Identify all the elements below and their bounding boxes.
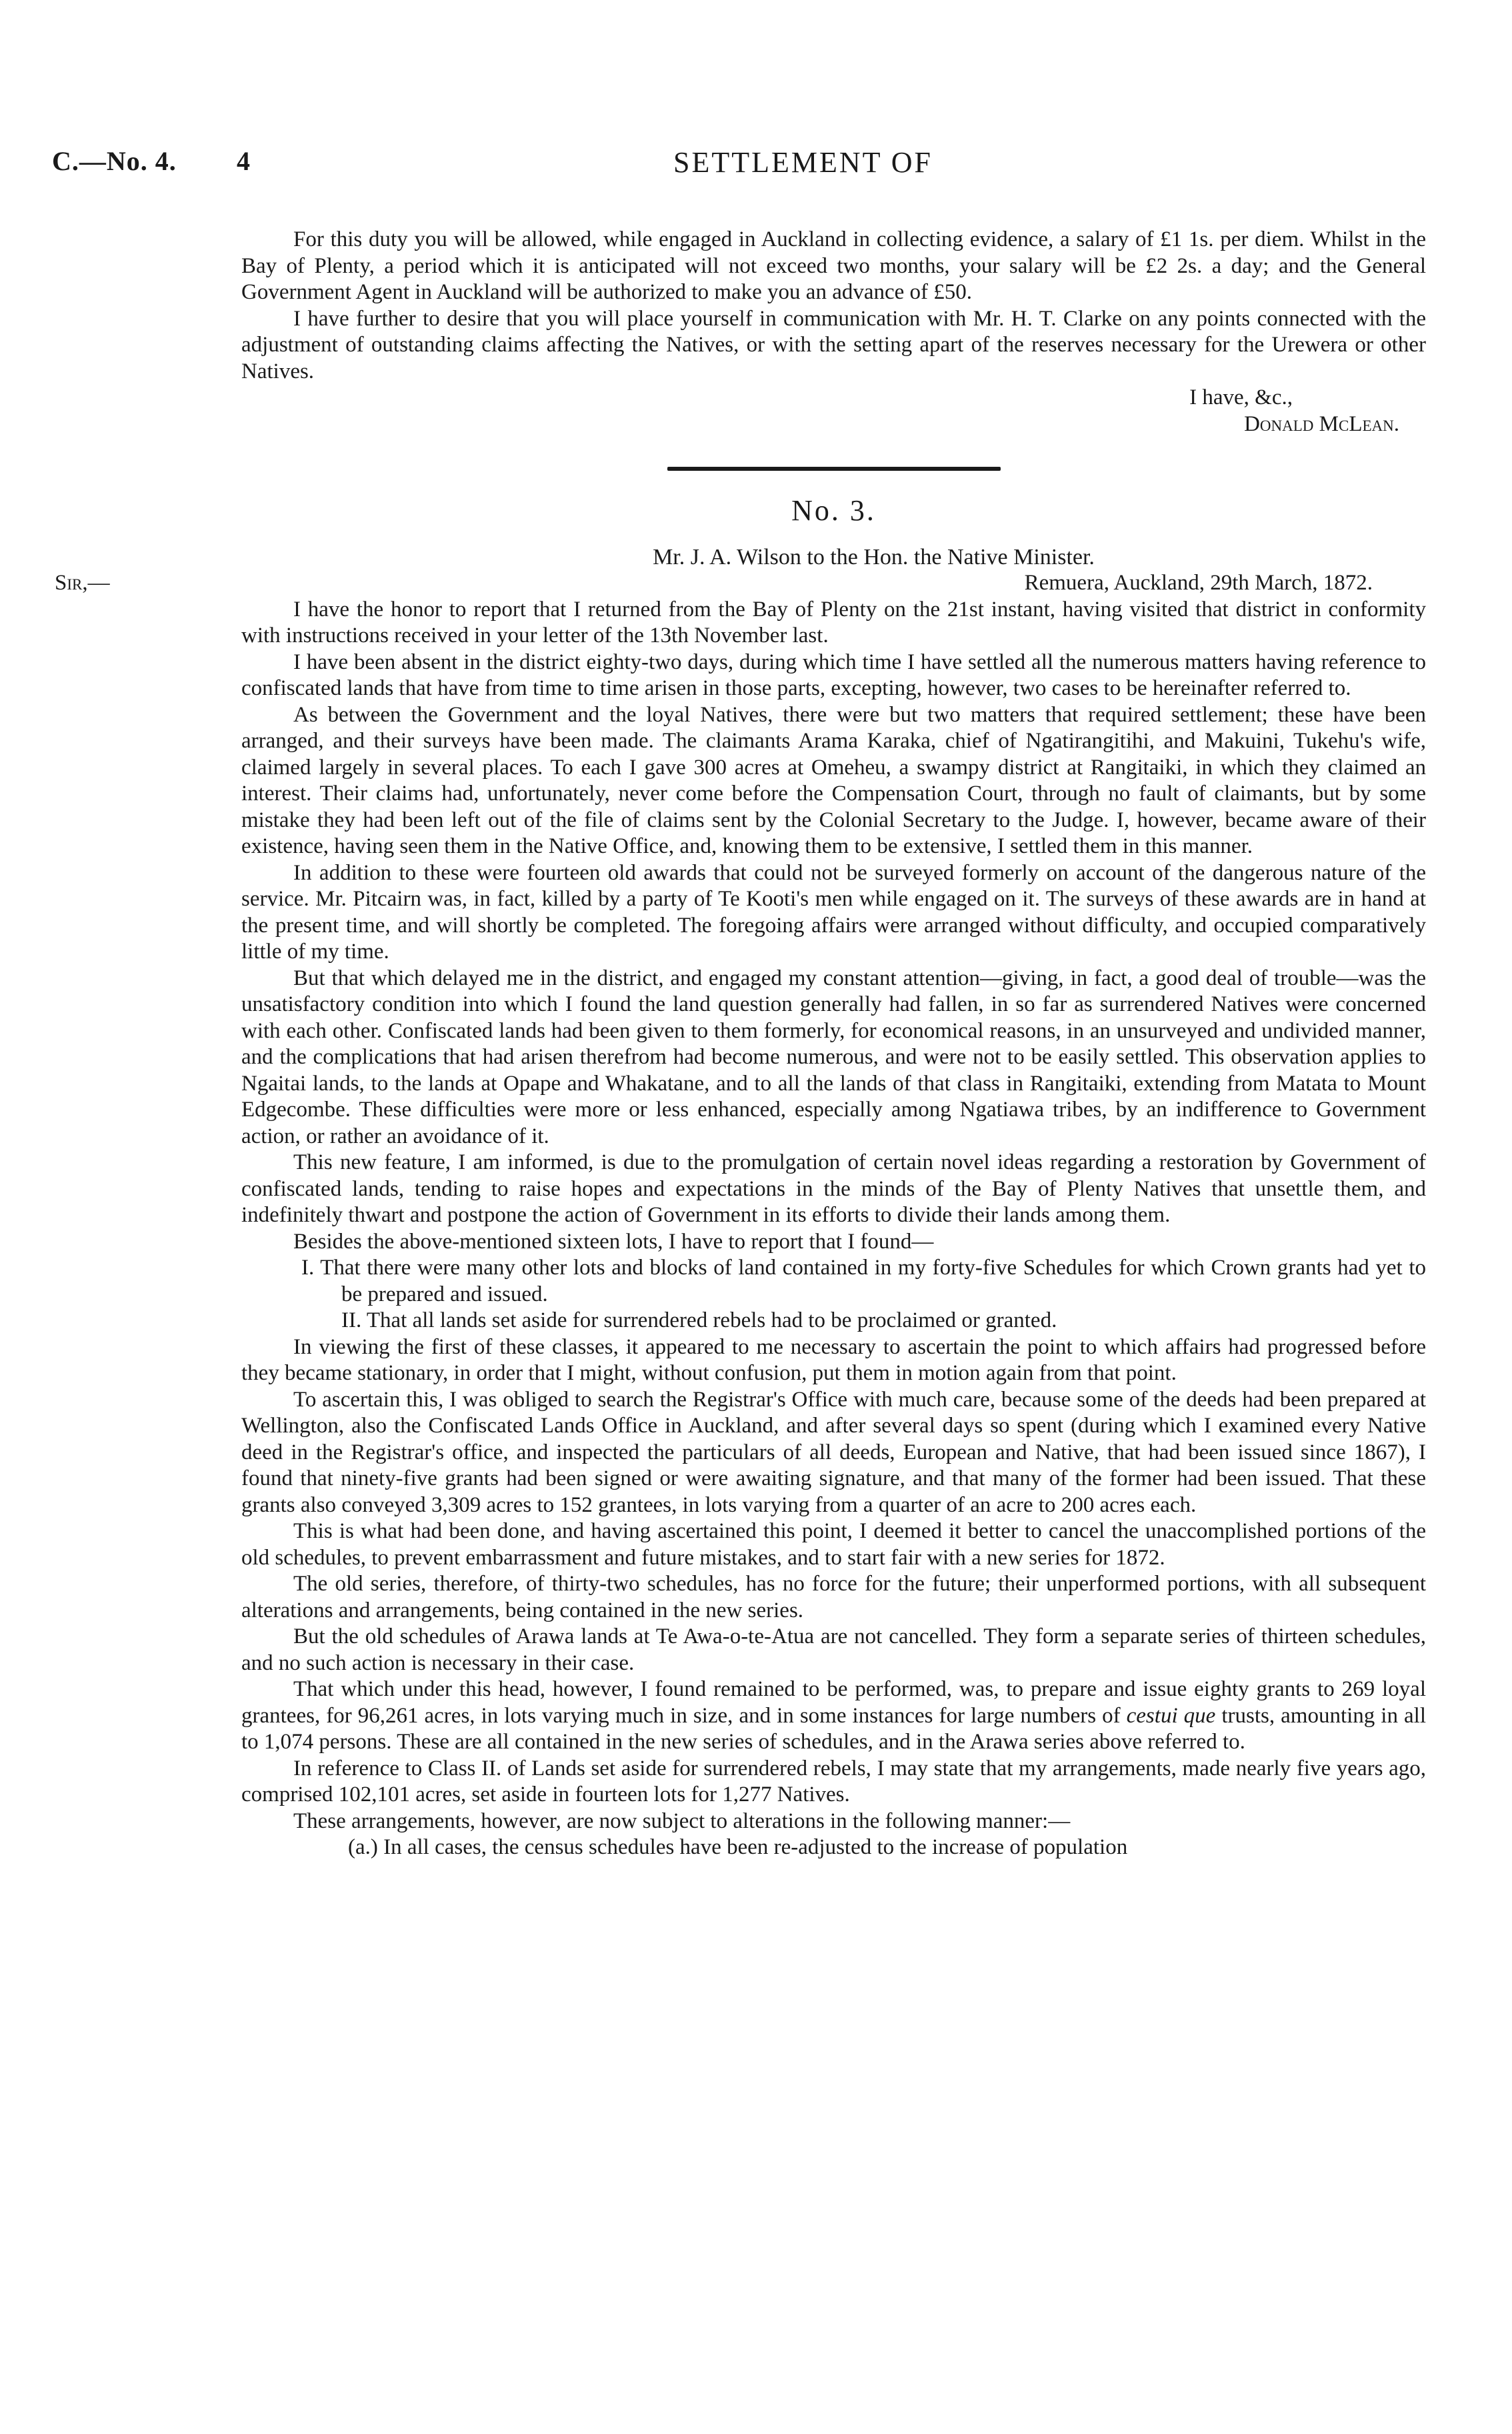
letter-paragraph: In addition to these were fourteen old awards that could not be surveyed formerly on account of the dangerous nature of the service. Mr. Pitcairn was, in fact, killed by a party of Te Kooti's men while engaged on it. The surveys of these awards are in hand at the present time, and will shortly be completed. The foregoing affairs were arranged without difficulty, and occupied comparatively little of my time. — [241, 860, 1426, 964]
letter-signature: Donald McLean. — [1244, 411, 1399, 436]
letter-closing: I have, &c., — [1189, 385, 1293, 409]
letter-paragraph: I have been absent in the district eighty-two days, during which time I have settled all the numerous matters having reference to confiscated lands that have from time to time arisen in those parts, excepting, however, two cases to be hereinafter referred to. — [241, 650, 1426, 700]
letter-paragraph: The old series, therefore, of thirty-two schedules, has no force for the future; their unperformed portions, with all subsequent alterations and arrangements, being contained in the new series. — [241, 1572, 1426, 1622]
letter-paragraph: Besides the above-mentioned sixteen lots, I have to report that I found— — [293, 1229, 934, 1254]
letter-paragraph: I have the honor to report that I returned from the Bay of Plenty on the 21st instant, having visited that district in conformity with instructions received in your letter of the 13th November last. — [241, 597, 1426, 648]
paragraph-text: trusts, amounting in all to 1,074 persons. These are all contained in the new series of schedules, and in the Arawa series above referred to. — [241, 1703, 1426, 1754]
letter-paragraph: In viewing the first of these classes, it appeared to me necessary to ascertain the point to which affairs had progressed before they became stationary, in order that I might, without confusion, put them in motion again from that point. — [241, 1334, 1426, 1385]
letter-number: No. 3. — [791, 494, 876, 527]
paper-reference: C.—No. 4. — [52, 146, 177, 176]
latin-term: cestui que — [1126, 1703, 1216, 1728]
running-title: SETTLEMENT OF — [673, 146, 933, 179]
letter-paragraph: In reference to Class II. of Lands set aside for surrendered rebels, I may state that my arrangements, made nearly five years ago, comprised 102,101 acres, set aside in fourteen lots for 1,277 Natives. — [241, 1756, 1426, 1806]
document-body — [55, 227, 1426, 1861]
letter-paragraph: These arrangements, however, are now subject to alterations in the following manner:— — [293, 1808, 1071, 1833]
paragraph-text: That which under this head, however, I found remained to be performed, was, to prepare and issue eighty grants to 269 loyal grantees, for 96,261 acres, in lots varying much in size, and in some instances for large numbers of — [241, 1677, 1426, 1728]
letter-paragraph: As between the Government and the loyal Natives, there were but two matters that required settlement; these have been arranged, and their surveys have been made. The claimants Arama Karaka, chief of Ngatirangitihi, and Makuini, Tukehu's wife, claimed largely in several places. To each I gave 300 acres at Omeheu, a swampy district at Rangitaiki, in which they claimed an interest. Their claims had, unfortunately, never come before the Compensation Court, through no fault of claimants, but by some mistake they had been left out of the file of claims sent by the Colonial Secretary to the Judge. I, however, became aware of their existence, having seen them in the Native Office, and, knowing them to be extensive, I settled them in this manner. — [241, 702, 1426, 858]
place-date: Remuera, Auckland, 29th March, 1872. — [1024, 571, 1373, 595]
letter-paragraph: But the old schedules of Arawa lands at Te Awa-o-te-Atua are not cancelled. They form a separate series of thirteen schedules, and no such action is necessary in their case. — [241, 1624, 1426, 1675]
list-item: II. That all lands set aside for surrendered rebels had to be proclaimed or granted. — [341, 1308, 1057, 1332]
letter-paragraph: This is what had been done, and having ascertained this point, I deemed it better to cancel the unaccomplished portions of the old schedules, to prevent embarrassment and future mistakes, and to start fair with a new series for 1872. — [241, 1519, 1426, 1570]
salutation-row — [55, 570, 1426, 597]
letter-from-to: Mr. J. A. Wilson to the Hon. the Native Minister. — [653, 544, 1095, 569]
prev-letter-paragraph: I have further to desire that you will place yourself in communication with Mr. H. T. Clarke on any points connected with the adjustment of outstanding claims affecting the Natives, or with the setting apart of the reserves necessary for the Urewera or other Natives. — [241, 306, 1426, 383]
page-number: 4 — [237, 146, 251, 176]
sub-item: (a.) In all cases, the census schedules have been re-adjusted to the increase of population — [348, 1835, 1128, 1859]
list-item: I. That there were many other lots and blocks of land contained in my forty-five Schedules for which Crown grants had yet to be prepared and issued. — [301, 1256, 1426, 1306]
letter-paragraph: But that which delayed me in the district, and engaged my constant attention—giving, in fact, a good deal of trouble—was the unsatisfactory condition into which I found the land question generally had fallen, in so far as surrendered Natives were concerned with each other. Confiscated lands had been given to them formerly, for economical reasons, in an unsurveyed and undivided manner, and the complications that had arisen therefrom had become numerous, and were not to be easily settled. This observation applies to Ngaitai lands, to the lands at Opape and Whakatane, and to all the lands of that class in Rangitaiki, extending from Matata to Mount Edgecombe. These difficulties were more or less enhanced, especially among Ngatiawa tribes, by an indifference to Government action, or rather an avoidance of it. — [241, 966, 1426, 1148]
letter-paragraph: To ascertain this, I was obliged to search the Registrar's Office with much care, because some of the deeds had been prepared at Wellington, also the Confiscated Lands Office in Auckland, and after several days so spent (during which I examined every Native deed in the Registrar's office, and inspected the particulars of all deeds, European and Native, that had been issued since 1867), I found that ninety-five grants had been signed or were awaiting signature, and that many of the former had been issued. That these grants also conveyed 3,309 acres to 152 grantees, in lots varying from a quarter of an acre to 200 acres each. — [241, 1387, 1426, 1517]
letter-paragraph — [241, 1676, 1426, 1756]
prev-letter-paragraph: For this duty you will be allowed, while engaged in Auckland in collecting evidence, a salary of £1 1s. per diem. Whilst in the Bay of Plenty, a period which it is anticipated will not exceed two months, your salary will be £2 2s. a day; and the General Government Agent in Auckland will be authorized to make you an advance of £50. — [241, 227, 1426, 304]
letter-paragraph: This new feature, I am informed, is due to the promulgation of certain novel ideas regarding a restoration by Government of confiscated lands, tending to raise hopes and expectations in the minds of the Bay of Plenty Natives that unsettle them, and indefinitely thwart and postpone the action of Government in its efforts to divide their lands among them. — [241, 1150, 1426, 1227]
salutation: Sir,— — [55, 571, 110, 595]
section-divider — [667, 467, 1001, 471]
